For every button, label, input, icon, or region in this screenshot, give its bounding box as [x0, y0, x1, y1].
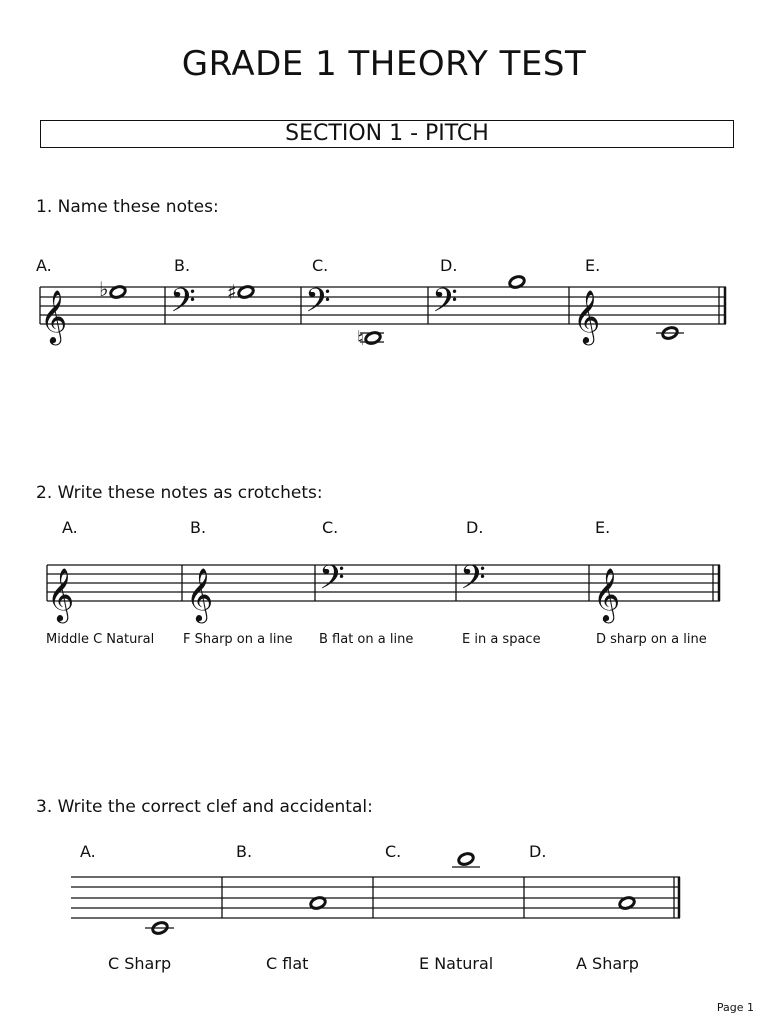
q2-caption-b: F Sharp on a line	[183, 632, 293, 647]
q3-note-c	[457, 852, 475, 867]
q3-label-b: B.	[236, 842, 253, 861]
q2-label-b: B.	[190, 518, 207, 537]
section-heading: SECTION 1 - PITCH	[40, 120, 734, 148]
q2-caption-e: D sharp on a line	[596, 632, 707, 647]
bass-clef-icon: 𝄢	[432, 282, 458, 328]
page-number: Page 1	[716, 1001, 754, 1014]
q1-label-b: B.	[174, 256, 191, 275]
question-1-prompt: 1. Name these notes:	[36, 197, 219, 217]
bass-clef-icon: 𝄢	[170, 282, 196, 328]
q3-caption-c: E Natural	[419, 954, 494, 973]
question-3-prompt: 3. Write the correct clef and accidental:	[36, 797, 373, 817]
q3-label-d: D.	[529, 842, 547, 861]
treble-clef-icon: 𝄞	[186, 567, 214, 621]
bass-clef-icon: 𝄢	[460, 559, 486, 605]
treble-clef-icon: 𝄞	[593, 567, 621, 621]
q1-label-c: C.	[312, 256, 329, 275]
treble-clef-icon: 𝄞	[573, 289, 601, 343]
q2-caption-a: Middle C Natural	[46, 632, 155, 647]
sharp-icon: ♯	[227, 280, 237, 304]
q3-label-c: C.	[385, 842, 402, 861]
q2-label-d: D.	[466, 518, 484, 537]
q3-caption-a: C Sharp	[108, 954, 172, 973]
question-2-prompt: 2. Write these notes as crotchets:	[36, 483, 323, 503]
q1-label-e: E.	[585, 256, 601, 275]
q3-caption-d: A Sharp	[576, 954, 639, 973]
q3-caption-b: C flat	[266, 954, 309, 973]
natural-icon: ♮	[357, 326, 365, 350]
treble-clef-icon: 𝄞	[47, 567, 75, 621]
treble-clef-icon: 𝄞	[40, 289, 68, 343]
q2-label-e: E.	[595, 518, 611, 537]
bass-clef-icon: 𝄢	[319, 559, 345, 605]
q2-caption-d: E in a space	[462, 632, 541, 647]
q1-label-a: A.	[36, 256, 52, 275]
q2-label-c: C.	[322, 518, 339, 537]
q2-label-a: A.	[62, 518, 78, 537]
page-title: GRADE 1 THEORY TEST	[181, 44, 587, 84]
q1-label-d: D.	[440, 256, 458, 275]
bass-clef-icon: 𝄢	[305, 282, 331, 328]
q2-caption-c: B flat on a line	[319, 632, 414, 647]
flat-icon: ♭	[99, 277, 109, 301]
q3-label-a: A.	[80, 842, 96, 861]
